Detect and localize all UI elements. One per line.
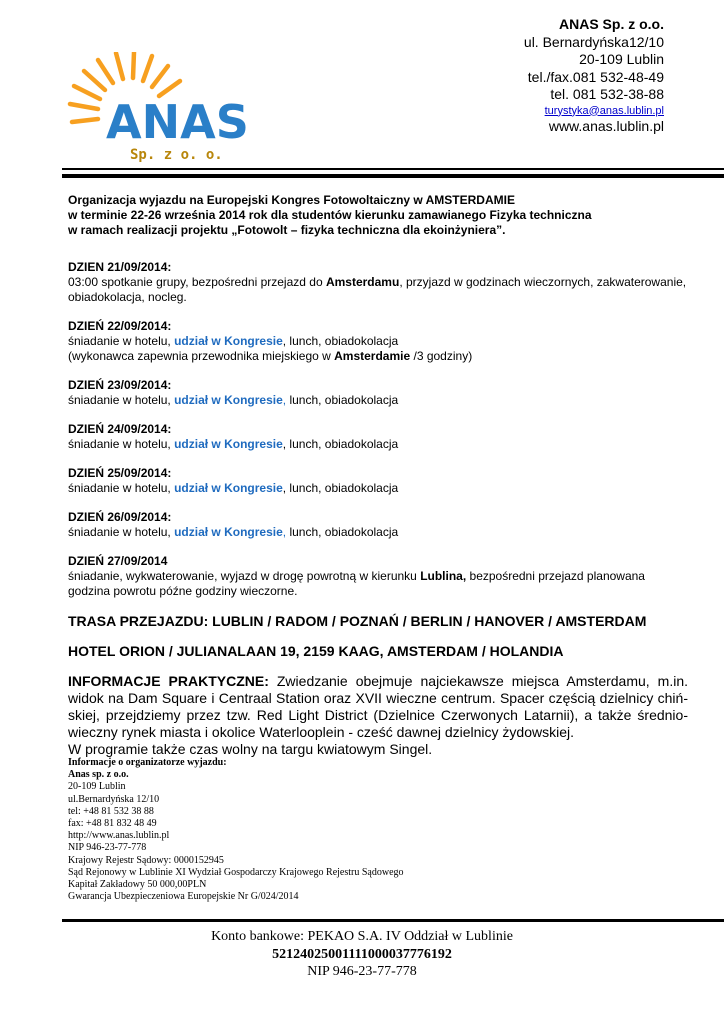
company-telfax: tel./fax.081 532-48-49: [527, 68, 664, 85]
congress-highlight: udział w Kongresie: [174, 437, 283, 451]
day-block: [68, 466, 688, 496]
text-run: śniadanie w hotelu,: [68, 437, 175, 451]
text-run: śniadanie w hotelu,: [68, 525, 175, 539]
company-tel: tel. 081 532-38-88: [550, 86, 664, 102]
organizer-name: Anas sp. z o.o.: [68, 769, 129, 781]
text-run: ,: [282, 525, 287, 539]
logo-subtext: Sp. z o. o.: [130, 147, 223, 163]
header-divider-thin: [62, 168, 724, 170]
bold-run: Amsterdamie: [334, 349, 411, 363]
company-address: [524, 16, 664, 135]
day-block: [68, 319, 688, 364]
organizer-title: Informacje o organizatorze wyjazdu:: [68, 757, 227, 768]
intro-line: w terminie 22-26 września 2014 rok dla studentów kierunku zamawianego Fizyka techniczna: [68, 208, 592, 222]
text-run: , lunch, obiadokolacja: [282, 481, 399, 495]
company-city: 20-109 Lublin: [579, 51, 664, 67]
day-description: [68, 275, 688, 305]
bank-account-number: 52124025001111000037776192: [272, 946, 452, 962]
day-description: [68, 569, 688, 599]
organizer-line: NIP 946-23-77-778: [68, 842, 147, 854]
day-heading: DZIEN 21/09/2014:: [68, 260, 172, 274]
organizer-line: tel: +48 81 532 38 88: [68, 805, 154, 817]
text-run: , lunch, obiadokolacja: [282, 437, 399, 451]
bank-name: Konto bankowe: PEKAO S.A. IV Oddział w Lublinie: [211, 929, 513, 944]
day-note: [68, 349, 688, 364]
congress-highlight: udział w Kongresie: [174, 334, 283, 348]
bold-run: Lublina,: [420, 569, 467, 583]
practical-info-label: INFORMACJE PRAKTYCZNE:: [68, 673, 269, 689]
day-heading: DZIEŃ 23/09/2014:: [68, 378, 172, 392]
footer-divider: [62, 919, 724, 922]
text-run: /3 godziny): [410, 349, 473, 363]
anas-logo: [60, 52, 260, 164]
day-block: [68, 554, 688, 599]
congress-highlight: udział w Kongresie: [174, 393, 283, 407]
text-run: śniadanie w hotelu,: [68, 334, 175, 348]
day-heading: DZIEŃ 26/09/2014:: [68, 510, 172, 524]
congress-highlight: udział w Kongresie: [174, 481, 283, 495]
organizer-line: ul.Bernardyńska 12/10: [68, 793, 160, 805]
text-run: , przyjazd w godzinach wieczornych, zakwaterowanie, obiadokolacja, nocleg.: [68, 275, 687, 304]
organizer-website: http://www.anas.lublin.pl: [68, 830, 170, 842]
bank-nip: NIP 946-23-77-778: [307, 964, 417, 979]
congress-highlight: udział w Kongresie: [174, 525, 283, 539]
text-run: , lunch, obiadokolacja: [282, 334, 399, 348]
document-body: [68, 193, 688, 758]
day-heading: DZIEŃ 24/09/2014:: [68, 422, 172, 436]
day-description: [68, 525, 688, 540]
day-description: [68, 334, 688, 349]
organizer-info: [68, 757, 404, 903]
day-description: [68, 481, 688, 496]
text-run: bezpośredni przejazd planowana godzina powrotu późne godziny wieczorne.: [68, 569, 645, 598]
practical-info-line: W programie także czas wolny na targu kwiatowym Singel.: [68, 741, 433, 757]
day-description: [68, 437, 688, 452]
text-run: lunch, obiadokolacja: [286, 393, 399, 407]
company-website: www.anas.lublin.pl: [548, 117, 664, 134]
day-block: [68, 378, 688, 408]
organizer-line: 20-109 Lublin: [68, 781, 126, 793]
organizer-line: fax: +48 81 832 48 49: [68, 818, 157, 830]
bank-info: [0, 928, 724, 981]
text-run: ,: [282, 393, 287, 407]
intro-line: w ramach realizacji projektu „Fotowolt – fizyka techniczna dla ekoinżyniera”.: [68, 223, 506, 237]
bold-run: Amsterdamu: [325, 275, 400, 289]
organizer-line: Sąd Rejonowy w Lublinie XI Wydział Gospodarczy Krajowego Rejestru Sądowego: [68, 866, 404, 878]
day-heading: DZIEŃ 27/09/2014: [68, 554, 168, 568]
text-run: śniadanie w hotelu,: [68, 481, 175, 495]
company-name: ANAS Sp. z o.o.: [559, 16, 664, 32]
company-street: ul. Bernardyńska12/10: [523, 33, 664, 50]
route-heading: TRASA PRZEJAZDU: LUBLIN / RADOM / POZNAŃ / BERLIN / HANOVER / AMSTERDAM: [68, 613, 647, 629]
day-block: [68, 510, 688, 540]
organizer-line: Krajowy Rejestr Sądowy: 0000152945: [68, 854, 224, 866]
logo-text: ANAS: [106, 95, 249, 149]
text-run: śniadanie, wykwaterowanie, wyjazd w drogę powrotną w kierunku: [68, 569, 421, 583]
practical-info-text: Zwiedzanie obejmuje najciekawsze miejsca Amsterdamu, m.in. widok na Dam Square i Centraal Station oraz XVII wieczne centrum. Spacer częścią dzielnicy chiń-skiej, przejdziemy przez tzw. Red Light District (Dzielnice Czerwonych Latarnii), a także średnio-wieczny rynek miasta i okolice Waterlooplein - cześć dawnej dzielnicy żydowskiej.: [68, 673, 689, 740]
organizer-line: Gwarancja Ubezpieczeniowa Europejskie Nr G/024/2014: [68, 891, 299, 903]
day-description: [68, 393, 688, 408]
header-divider-thick: [62, 174, 724, 178]
text-run: 03:00 spotkanie grupy, bezpośredni przejazd do: [68, 275, 326, 289]
day-heading: DZIEŃ 25/09/2014:: [68, 466, 172, 480]
company-email-link[interactable]: turystyka@anas.lublin.pl: [544, 104, 664, 117]
day-block: [68, 260, 688, 305]
hotel-heading: HOTEL ORION / JULIANALAAN 19, 2159 KAAG, AMSTERDAM / HOLANDIA: [68, 643, 564, 659]
text-run: (wykonawca zapewnia przewodnika miejskiego w: [68, 349, 335, 363]
day-heading: DZIEŃ 22/09/2014:: [68, 319, 172, 333]
intro-line: Organizacja wyjazdu na Europejski Kongres Fotowoltaiczny w AMSTERDAMIE: [68, 193, 515, 207]
practical-info: [68, 673, 688, 758]
organizer-line: Kapitał Zakładowy 50 000,00PLN: [68, 879, 207, 891]
text-run: śniadanie w hotelu,: [68, 393, 175, 407]
intro-heading: [68, 193, 688, 238]
day-block: [68, 422, 688, 452]
text-run: lunch, obiadokolacja: [286, 525, 399, 539]
